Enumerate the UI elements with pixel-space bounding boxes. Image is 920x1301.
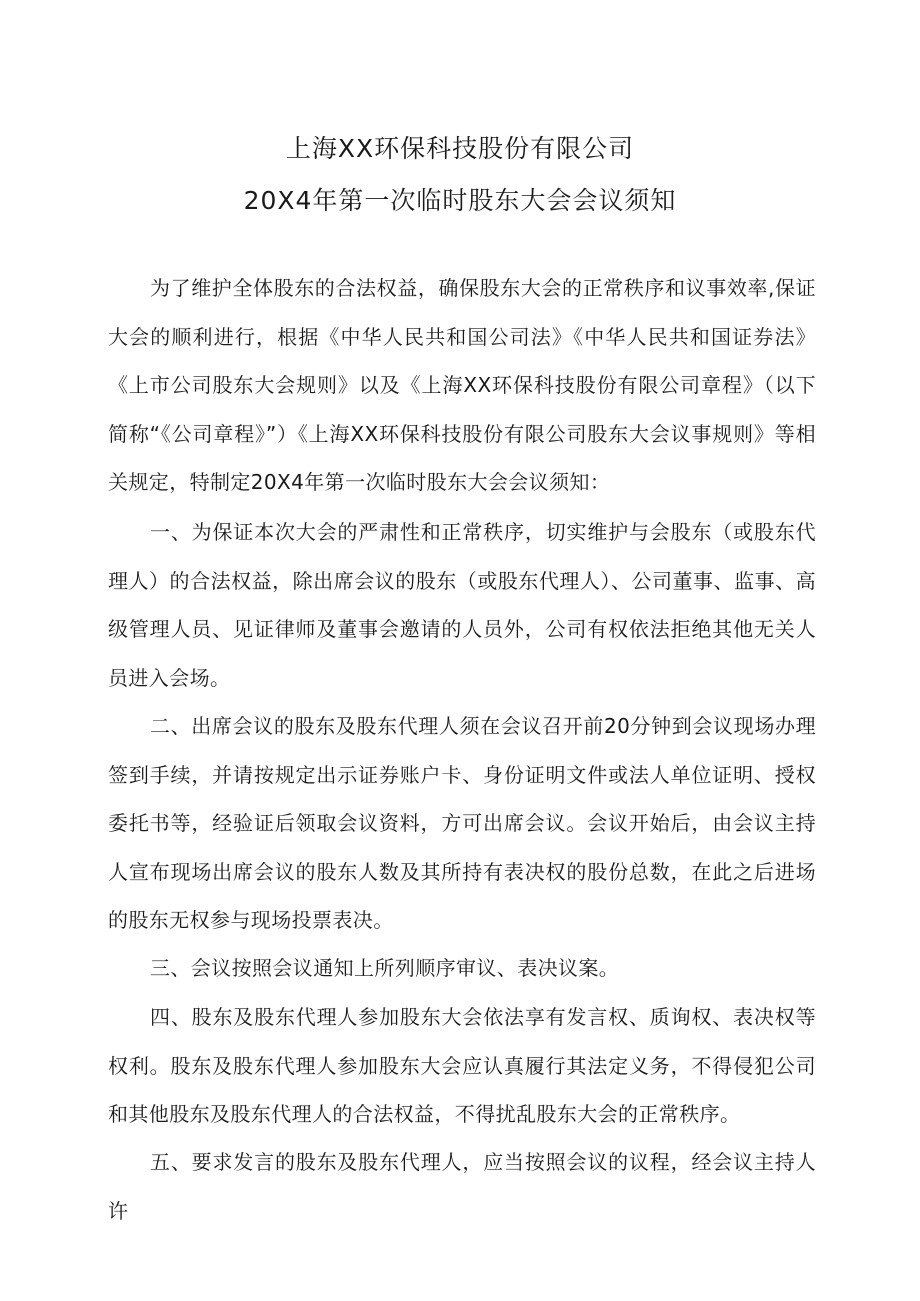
paragraph-item-3: 三、会议按照会议通知上所列顺序审议、表决议案。 bbox=[150, 956, 620, 980]
document-title-company: 上海XX环保科技股份有限公司 bbox=[285, 134, 635, 163]
paragraph-item-5: 五、要求发言的股东及股东代理人，应当按照会议的议程，经会议主持人许 bbox=[108, 1150, 816, 1223]
paragraph-item-4: 四、股东及股东代理人参加股东大会依法享有发言权、质询权、表决权等权利。股东及股东代理人参加股东大会应认真履行其法定义务，不得侵犯公司和其他股东及股东代理人的合法权益，不得扰乱股东大会的正常秩序。 bbox=[108, 1005, 816, 1126]
paragraph-intro: 为了维护全体股东的合法权益，确保股东大会的正常秩序和议事效率,保证大会的顺利进行，根据《中华人民共和国公司法》《中华人民共和国证券法》《上市公司股东大会规则》以及《上海XX环保科技股份有限公司章程》（以下简称“《公司章程》”）《上海XX环保科技股份有限公司股东大会议事规则》等相关规定，特制定20X4年第一次临时股东大会会议须知： bbox=[108, 276, 816, 494]
paragraph-item-2: 二、出席会议的股东及股东代理人须在会议召开前20分钟到会议现场办理签到手续，并请按规定出示证券账户卡、身份证明文件或法人单位证明、授权委托书等，经验证后领取会议资料，方可出席会议。会议开始后，由会议主持人宣布现场出席会议的股东人数及其所持有表决权的股份总数，在此之后进场的股东无权参与现场投票表决。 bbox=[108, 714, 816, 932]
document-title-meeting: 20X4年第一次临时股东大会会议须知 bbox=[243, 186, 677, 215]
paragraph-item-1: 一、为保证本次大会的严肃性和正常秩序，切实维护与会股东（或股东代理人）的合法权益，除出席会议的股东（或股东代理人）、公司董事、监事、高级管理人员、见证律师及董事会邀请的人员外，公司有权依法拒绝其他无关人员进入会场。 bbox=[108, 520, 816, 690]
